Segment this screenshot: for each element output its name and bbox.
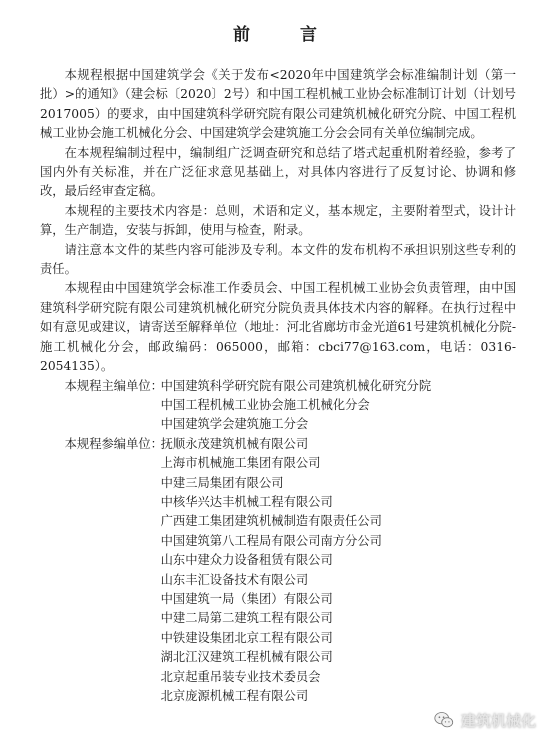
participating-unit-item: 上海市机械施工集团有限公司	[160, 456, 321, 471]
participating-unit-item: 中国建筑一局（集团）有限公司	[160, 591, 333, 606]
participating-unit-item: 中铁建设集团北京工程有限公司	[160, 630, 333, 645]
participating-units-list	[161, 435, 516, 707]
participating-unit-item: 中核华兴达丰机械工程有限公司	[160, 494, 333, 509]
paragraph-patent: 请注意本文件的某些内容可能涉及专利。本文件的发布机构不承担识别这些专利的责任。	[40, 242, 516, 277]
participating-unit-item: 广西建工集团建筑机械制造有限责任公司	[160, 514, 382, 529]
paragraph-basis: 本规程根据中国建筑学会《关于发布<2020年中国建筑学会标准编制计划（第一批）>的通知》（建会标〔2020〕2号）和中国工程机械工业协会标准制订计划（计划号2017005）的要求，由中国建筑科学研究院有限公司建筑机械化研究分院、中国工程机械工业协会施工机械化分会、中国建筑学会建筑施工分会会同有关单位编制完成。	[40, 68, 516, 141]
chief-units-label: 本规程主编单位：	[64, 378, 163, 393]
wechat-icon	[433, 709, 455, 731]
chief-unit-item: 中国工程机械工业协会施工机械化分会	[160, 397, 370, 412]
watermark	[433, 709, 536, 731]
participating-unit-item: 北京庞源机械工程有限公司	[160, 689, 309, 703]
chief-unit-item: 中国建筑学会建筑施工分会	[160, 417, 309, 432]
participating-unit-item: 中国建筑第八工程局有限公司南方分公司	[160, 533, 382, 548]
paragraph-contents: 本规程的主要技术内容是：总则，术语和定义，基本规定，主要附着型式，设计计算，生产制造，安装与拆卸，使用与检查，附录。	[40, 203, 516, 238]
paragraph-process: 在本规程编制过程中，编制组广泛调查研究和总结了塔式起重机附着经验，参考了国内外有关标准，并在广泛征求意见基础上，对具体内容进行了反复讨论、协调和修改，最后经审查定稿。	[40, 145, 516, 199]
participating-unit-item: 湖北江汉建筑工程机械有限公司	[160, 650, 333, 665]
paragraph-management: 本规程由中国建筑学会标准工作委员会、中国工程机械工业协会负责管理，由中国建筑科学研究院有限公司建筑机械化研究分院负责具体技术内容的解释。在执行过程中如有意见或建议，请寄送至解释单位（地址：河北省廊坊市金光道61号建筑机械化分院-施工机械化分会，邮政编码：065000，邮箱：cbci77@163.com，电话：0316-2054135）。	[40, 281, 516, 374]
chief-units	[40, 377, 516, 435]
participating-unit-item: 中建三局集团有限公司	[160, 475, 284, 490]
page-title: 前 言	[233, 25, 339, 45]
participating-unit-item: 中建二局第二建筑工程有限公司	[160, 611, 333, 626]
participating-unit-item: 山东丰汇设备技术有限公司	[160, 572, 309, 587]
participating-unit-item: 抚顺永茂建筑机械有限公司	[160, 436, 309, 451]
chief-unit-item: 中国建筑科学研究院有限公司建筑机械化研究分院	[160, 378, 432, 393]
participating-unit-item: 北京起重吊装专业技术委员会	[160, 669, 321, 684]
participating-units	[40, 435, 516, 707]
chief-units-list	[161, 377, 516, 435]
participating-unit-item: 山东中建众力设备租赁有限公司	[160, 553, 333, 568]
foreword-body	[40, 66, 516, 706]
participating-units-label: 本规程参编单位：	[64, 436, 163, 451]
watermark-text: 建筑机械化	[460, 711, 536, 730]
